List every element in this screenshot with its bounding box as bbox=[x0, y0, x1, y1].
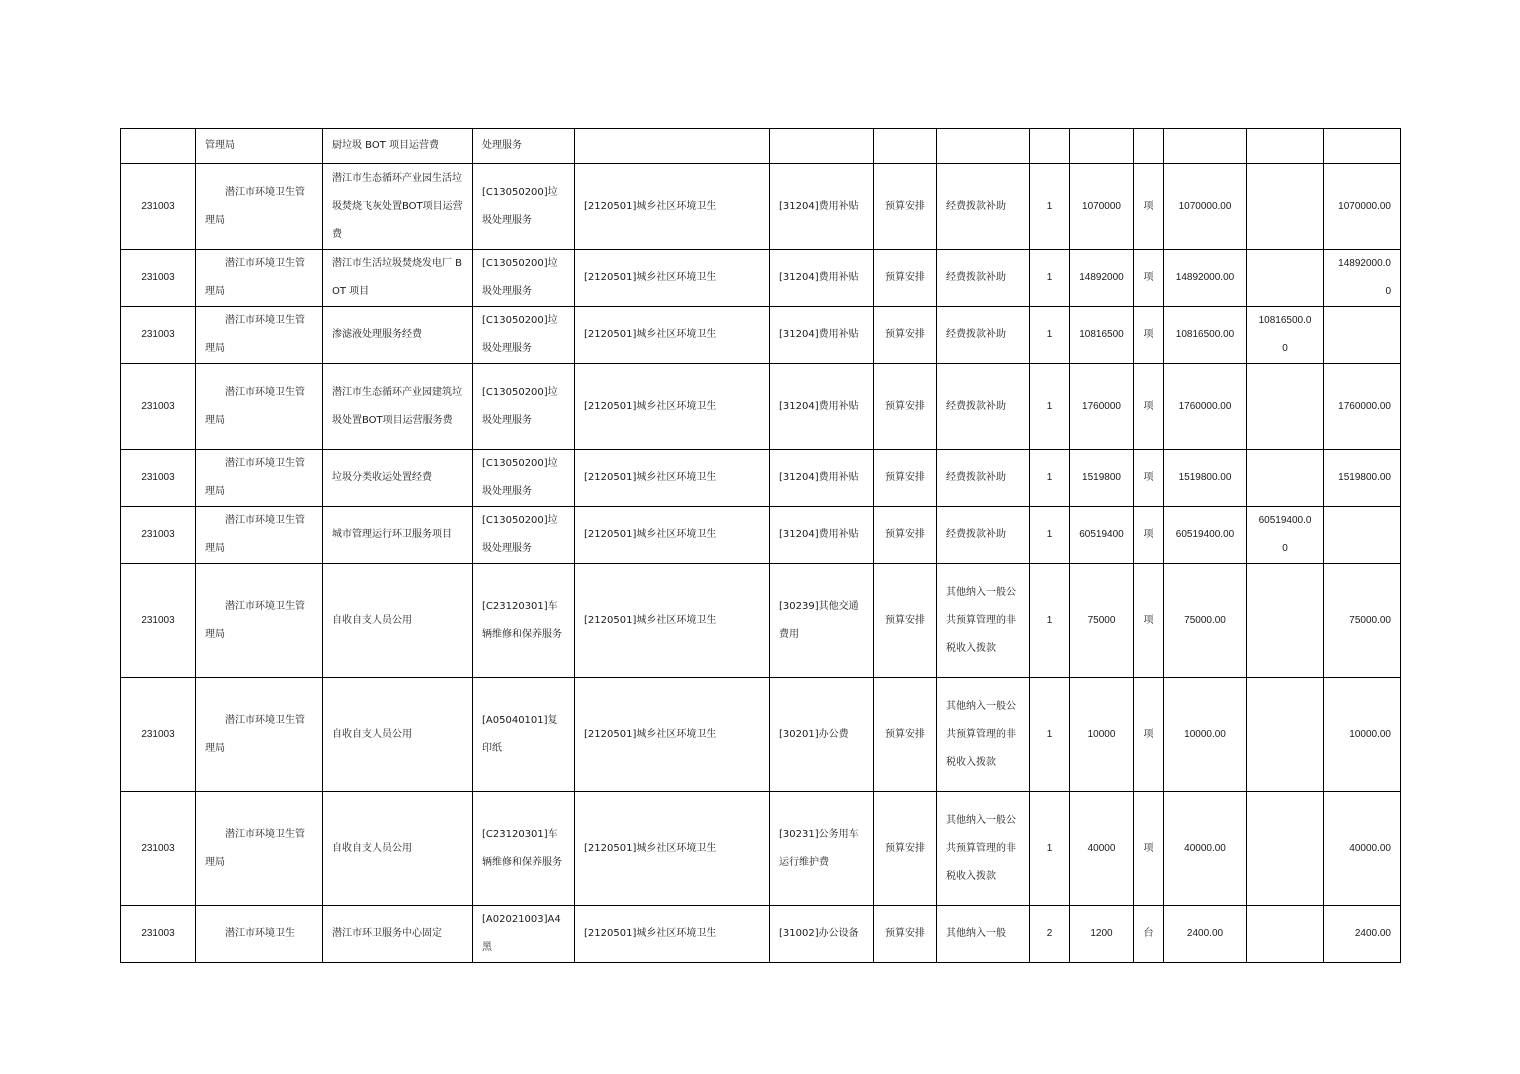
function-category-cell: [2120501]城乡社区环境卫生 bbox=[575, 450, 770, 507]
amount-col-b-cell: 1519800.00 bbox=[1324, 450, 1401, 507]
unit-code-cell: 231003 bbox=[121, 364, 196, 450]
amount-col-a-cell bbox=[1247, 129, 1324, 164]
project-name-cell: 潜江市生态循环产业园建筑垃圾处置BOT项目运营服务费 bbox=[323, 364, 473, 450]
function-category-cell: [2120501]城乡社区环境卫生 bbox=[575, 307, 770, 364]
table-row bbox=[121, 164, 1401, 250]
funding-source-cell: 预算安排 bbox=[874, 164, 937, 250]
project-name-cell: 潜江市生态循环产业园生活垃圾焚烧飞灰处置BOT项目运营费 bbox=[323, 164, 473, 250]
unit-price-cell: 1760000 bbox=[1070, 364, 1134, 450]
funding-method-cell: 经费拨款补助 bbox=[937, 507, 1030, 564]
measure-unit-cell: 项 bbox=[1134, 564, 1164, 678]
amount-col-a-cell bbox=[1247, 792, 1324, 906]
procurement-item-cell: [C23120301]车辆维修和保养服务 bbox=[473, 792, 575, 906]
project-name-cell: 潜江市环卫服务中心固定 bbox=[323, 906, 473, 963]
total-amount-cell: 10000.00 bbox=[1164, 678, 1247, 792]
table-row bbox=[121, 250, 1401, 307]
quantity-cell bbox=[1030, 129, 1070, 164]
amount-col-a-cell bbox=[1247, 678, 1324, 792]
quantity-cell: 1 bbox=[1030, 164, 1070, 250]
project-name-cell: 潜江市生活垃圾焚烧发电厂 BOT 项目 bbox=[323, 250, 473, 307]
unit-price-cell bbox=[1070, 129, 1134, 164]
project-name-cell: 渗滤液处理服务经费 bbox=[323, 307, 473, 364]
economic-category-cell: [30239]其他交通费用 bbox=[770, 564, 874, 678]
funding-method-cell: 经费拨款补助 bbox=[937, 164, 1030, 250]
unit-price-cell: 60519400 bbox=[1070, 507, 1134, 564]
budget-table bbox=[120, 128, 1401, 963]
unit-price-cell: 75000 bbox=[1070, 564, 1134, 678]
unit-code-cell: 231003 bbox=[121, 906, 196, 963]
table-row bbox=[121, 507, 1401, 564]
measure-unit-cell: 项 bbox=[1134, 450, 1164, 507]
procurement-item-cell: 处理服务 bbox=[473, 129, 575, 164]
quantity-cell: 1 bbox=[1030, 678, 1070, 792]
amount-col-a-cell bbox=[1247, 906, 1324, 963]
function-category-cell: [2120501]城乡社区环境卫生 bbox=[575, 564, 770, 678]
funding-source-cell: 预算安排 bbox=[874, 307, 937, 364]
department-cell: 管理局 bbox=[196, 129, 323, 164]
measure-unit-cell: 项 bbox=[1134, 250, 1164, 307]
funding-source-cell: 预算安排 bbox=[874, 364, 937, 450]
project-name-cell: 自收自支人员公用 bbox=[323, 792, 473, 906]
economic-category-cell: [31002]办公设备 bbox=[770, 906, 874, 963]
amount-col-a-cell: 60519400.00 bbox=[1247, 507, 1324, 564]
function-category-cell: [2120501]城乡社区环境卫生 bbox=[575, 792, 770, 906]
funding-method-cell: 其他纳入一般公共预算管理的非税收入拨款 bbox=[937, 564, 1030, 678]
table-row bbox=[121, 906, 1401, 963]
economic-category-cell: [31204]费用补贴 bbox=[770, 364, 874, 450]
economic-category-cell: [31204]费用补贴 bbox=[770, 164, 874, 250]
economic-category-cell: [30201]办公费 bbox=[770, 678, 874, 792]
measure-unit-cell: 项 bbox=[1134, 307, 1164, 364]
procurement-item-cell: [C13050200]垃圾处理服务 bbox=[473, 450, 575, 507]
total-amount-cell: 75000.00 bbox=[1164, 564, 1247, 678]
amount-col-b-cell: 40000.00 bbox=[1324, 792, 1401, 906]
department-cell: 潜江市环境卫生管理局 bbox=[196, 364, 323, 450]
table-row bbox=[121, 307, 1401, 364]
project-name-cell: 自收自支人员公用 bbox=[323, 564, 473, 678]
table-row bbox=[121, 364, 1401, 450]
department-cell: 潜江市环境卫生管理局 bbox=[196, 564, 323, 678]
table-body bbox=[121, 129, 1401, 963]
total-amount-cell: 1070000.00 bbox=[1164, 164, 1247, 250]
department-cell: 潜江市环境卫生 bbox=[196, 906, 323, 963]
amount-col-b-cell: 1760000.00 bbox=[1324, 364, 1401, 450]
table-row bbox=[121, 564, 1401, 678]
funding-source-cell: 预算安排 bbox=[874, 792, 937, 906]
unit-code-cell: 231003 bbox=[121, 678, 196, 792]
unit-code-cell: 231003 bbox=[121, 792, 196, 906]
unit-code-cell: 231003 bbox=[121, 507, 196, 564]
department-cell: 潜江市环境卫生管理局 bbox=[196, 507, 323, 564]
economic-category-cell bbox=[770, 129, 874, 164]
measure-unit-cell bbox=[1134, 129, 1164, 164]
procurement-item-cell: [C13050200]垃圾处理服务 bbox=[473, 507, 575, 564]
funding-method-cell bbox=[937, 129, 1030, 164]
department-cell: 潜江市环境卫生管理局 bbox=[196, 307, 323, 364]
table-row bbox=[121, 792, 1401, 906]
amount-col-a-cell bbox=[1247, 250, 1324, 307]
amount-col-b-cell: 14892000.00 bbox=[1324, 250, 1401, 307]
unit-price-cell: 14892000 bbox=[1070, 250, 1134, 307]
department-cell: 潜江市环境卫生管理局 bbox=[196, 250, 323, 307]
measure-unit-cell: 项 bbox=[1134, 678, 1164, 792]
department-cell: 潜江市环境卫生管理局 bbox=[196, 450, 323, 507]
department-cell: 潜江市环境卫生管理局 bbox=[196, 792, 323, 906]
funding-method-cell: 经费拨款补助 bbox=[937, 450, 1030, 507]
unit-code-cell bbox=[121, 129, 196, 164]
project-name-cell: 厨垃圾 BOT 项目运营费 bbox=[323, 129, 473, 164]
quantity-cell: 2 bbox=[1030, 906, 1070, 963]
function-category-cell bbox=[575, 129, 770, 164]
funding-method-cell: 经费拨款补助 bbox=[937, 364, 1030, 450]
amount-col-b-cell: 1070000.00 bbox=[1324, 164, 1401, 250]
total-amount-cell: 10816500.00 bbox=[1164, 307, 1247, 364]
economic-category-cell: [31204]费用补贴 bbox=[770, 250, 874, 307]
amount-col-b-cell: 10000.00 bbox=[1324, 678, 1401, 792]
quantity-cell: 1 bbox=[1030, 792, 1070, 906]
function-category-cell: [2120501]城乡社区环境卫生 bbox=[575, 507, 770, 564]
economic-category-cell: [30231]公务用车运行维护费 bbox=[770, 792, 874, 906]
economic-category-cell: [31204]费用补贴 bbox=[770, 507, 874, 564]
procurement-item-cell: [C23120301]车辆维修和保养服务 bbox=[473, 564, 575, 678]
economic-category-cell: [31204]费用补贴 bbox=[770, 307, 874, 364]
unit-code-cell: 231003 bbox=[121, 250, 196, 307]
project-name-cell: 自收自支人员公用 bbox=[323, 678, 473, 792]
procurement-item-cell: [C13050200]垃圾处理服务 bbox=[473, 164, 575, 250]
funding-source-cell bbox=[874, 129, 937, 164]
unit-code-cell: 231003 bbox=[121, 307, 196, 364]
amount-col-a-cell bbox=[1247, 450, 1324, 507]
unit-price-cell: 1070000 bbox=[1070, 164, 1134, 250]
funding-source-cell: 预算安排 bbox=[874, 678, 937, 792]
department-cell: 潜江市环境卫生管理局 bbox=[196, 164, 323, 250]
project-name-cell: 垃圾分类收运处置经费 bbox=[323, 450, 473, 507]
department-cell: 潜江市环境卫生管理局 bbox=[196, 678, 323, 792]
quantity-cell: 1 bbox=[1030, 250, 1070, 307]
amount-col-a-cell: 10816500.00 bbox=[1247, 307, 1324, 364]
amount-col-a-cell bbox=[1247, 564, 1324, 678]
amount-col-a-cell bbox=[1247, 364, 1324, 450]
amount-col-b-cell: 75000.00 bbox=[1324, 564, 1401, 678]
procurement-item-cell: [C13050200]垃圾处理服务 bbox=[473, 250, 575, 307]
unit-code-cell: 231003 bbox=[121, 564, 196, 678]
measure-unit-cell: 项 bbox=[1134, 364, 1164, 450]
total-amount-cell: 2400.00 bbox=[1164, 906, 1247, 963]
total-amount-cell: 1760000.00 bbox=[1164, 364, 1247, 450]
funding-source-cell: 预算安排 bbox=[874, 507, 937, 564]
unit-price-cell: 40000 bbox=[1070, 792, 1134, 906]
total-amount-cell: 1519800.00 bbox=[1164, 450, 1247, 507]
quantity-cell: 1 bbox=[1030, 307, 1070, 364]
measure-unit-cell: 项 bbox=[1134, 792, 1164, 906]
funding-method-cell: 经费拨款补助 bbox=[937, 250, 1030, 307]
procurement-item-cell: [C13050200]垃圾处理服务 bbox=[473, 307, 575, 364]
table-row bbox=[121, 129, 1401, 164]
funding-method-cell: 其他纳入一般公共预算管理的非税收入拨款 bbox=[937, 678, 1030, 792]
amount-col-a-cell bbox=[1247, 164, 1324, 250]
total-amount-cell: 40000.00 bbox=[1164, 792, 1247, 906]
table-row bbox=[121, 678, 1401, 792]
unit-price-cell: 10000 bbox=[1070, 678, 1134, 792]
procurement-item-cell: [A05040101]复印纸 bbox=[473, 678, 575, 792]
measure-unit-cell: 项 bbox=[1134, 164, 1164, 250]
total-amount-cell: 60519400.00 bbox=[1164, 507, 1247, 564]
table-row bbox=[121, 450, 1401, 507]
function-category-cell: [2120501]城乡社区环境卫生 bbox=[575, 364, 770, 450]
procurement-item-cell: [A02021003]A4 黑 bbox=[473, 906, 575, 963]
amount-col-b-cell bbox=[1324, 507, 1401, 564]
unit-code-cell: 231003 bbox=[121, 164, 196, 250]
funding-source-cell: 预算安排 bbox=[874, 250, 937, 307]
measure-unit-cell: 项 bbox=[1134, 507, 1164, 564]
procurement-item-cell: [C13050200]垃圾处理服务 bbox=[473, 364, 575, 450]
function-category-cell: [2120501]城乡社区环境卫生 bbox=[575, 164, 770, 250]
amount-col-b-cell: 2400.00 bbox=[1324, 906, 1401, 963]
funding-source-cell: 预算安排 bbox=[874, 564, 937, 678]
function-category-cell: [2120501]城乡社区环境卫生 bbox=[575, 250, 770, 307]
quantity-cell: 1 bbox=[1030, 507, 1070, 564]
funding-source-cell: 预算安排 bbox=[874, 450, 937, 507]
quantity-cell: 1 bbox=[1030, 450, 1070, 507]
amount-col-b-cell bbox=[1324, 129, 1401, 164]
economic-category-cell: [31204]费用补贴 bbox=[770, 450, 874, 507]
function-category-cell: [2120501]城乡社区环境卫生 bbox=[575, 906, 770, 963]
function-category-cell: [2120501]城乡社区环境卫生 bbox=[575, 678, 770, 792]
funding-method-cell: 其他纳入一般 bbox=[937, 906, 1030, 963]
measure-unit-cell: 台 bbox=[1134, 906, 1164, 963]
quantity-cell: 1 bbox=[1030, 364, 1070, 450]
quantity-cell: 1 bbox=[1030, 564, 1070, 678]
funding-method-cell: 其他纳入一般公共预算管理的非税收入拨款 bbox=[937, 792, 1030, 906]
funding-source-cell: 预算安排 bbox=[874, 906, 937, 963]
amount-col-b-cell bbox=[1324, 307, 1401, 364]
unit-price-cell: 1519800 bbox=[1070, 450, 1134, 507]
unit-price-cell: 1200 bbox=[1070, 906, 1134, 963]
total-amount-cell: 14892000.00 bbox=[1164, 250, 1247, 307]
total-amount-cell bbox=[1164, 129, 1247, 164]
funding-method-cell: 经费拨款补助 bbox=[937, 307, 1030, 364]
project-name-cell: 城市管理运行环卫服务项目 bbox=[323, 507, 473, 564]
unit-code-cell: 231003 bbox=[121, 450, 196, 507]
unit-price-cell: 10816500 bbox=[1070, 307, 1134, 364]
